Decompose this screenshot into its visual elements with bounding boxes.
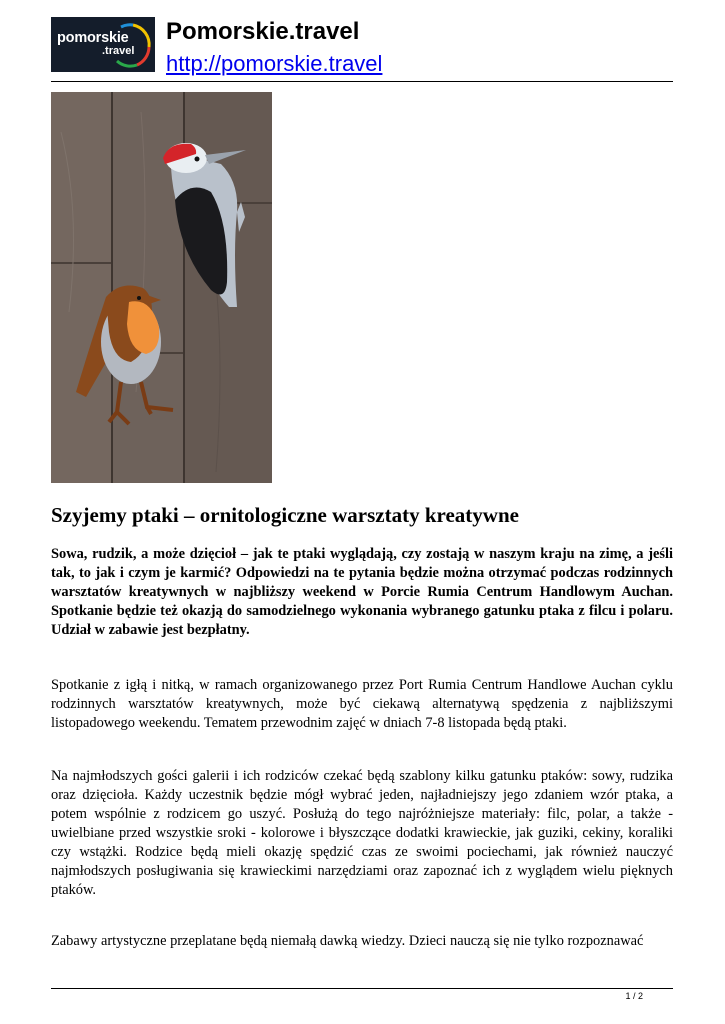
article-photo — [51, 92, 272, 483]
logo-text-pomorskie: pomorskie — [57, 30, 129, 46]
page-number: 1 / 2 — [625, 991, 643, 1001]
header-divider — [51, 81, 673, 82]
site-url-link[interactable]: http://pomorskie.travel — [166, 51, 383, 76]
article-paragraph-3: Zabawy artystyczne przeplatane będą niemałą dawką wiedzy. Dzieci nauczą się nie tylko rozpoznawać — [51, 933, 644, 949]
footer-divider — [51, 988, 673, 989]
pomorskie-logo[interactable] — [51, 17, 155, 72]
logo-text-travel: .travel — [102, 45, 135, 57]
article-paragraph-2: Na najmłodszych gości galerii i ich rodziców czekać będą szablony kilku gatunku ptaków: sowy, rudzika oraz dzięcioła. Każdy uczestnik będzie mógł wybrać jeden, najładniejszy jego zdaniem wzór ptaka, a potem wspólnie z rodzicem go uszyć. Posłużą do tego najróżniejsze materiały: filc, polar, a także - uwielbiane przed wszystkie sroki - kolorowe i błyszczące dodatki krawieckie, jak guziki, cekiny, koraliki czy wstążki. Rodzice będą mieli okazję spędzić czas ze swoimi pociechami, jak również nauczyć najmłodszych posługiwania się krawieckimi narzędziami oraz zapoznać ich z wyglądem wielu pięknych ptaków. — [51, 768, 673, 898]
felt-birds-image — [51, 92, 272, 483]
site-name: Pomorskie.travel — [166, 18, 360, 45]
article-title: Szyjemy ptaki – ornitologiczne warsztaty kreatywne — [51, 503, 519, 527]
article-paragraph-1: Spotkanie z igłą i nitką, w ramach organizowanego przez Port Rumia Centrum Handlowe Auchan cyklu rodzinnych warsztatów kreatywnych, może być ciekawą alternatywą spędzenia z najbliższymi listopadowego weekendu. Tematem przewodnim zajęć w dniach 7-8 listopada będą ptaki. — [51, 677, 673, 731]
article-lead: Sowa, rudzik, a może dzięcioł – jak te ptaki wyglądają, czy zostają w naszym kraju na zimę, a jeśli tak, to jak i czym je karmić? Odpowiedzi na te pytania będzie można otrzymać podczas rodzinnych warsztatów kreatywnych w najbliższy weekend w Porcie Rumia Centrum Handlowym Auchan. Spotkanie będzie też okazją do samodzielnego wykonania wybranego gatunku ptaka z filcu i polaru. Udział w zabawie jest bezpłatny. — [51, 546, 673, 638]
